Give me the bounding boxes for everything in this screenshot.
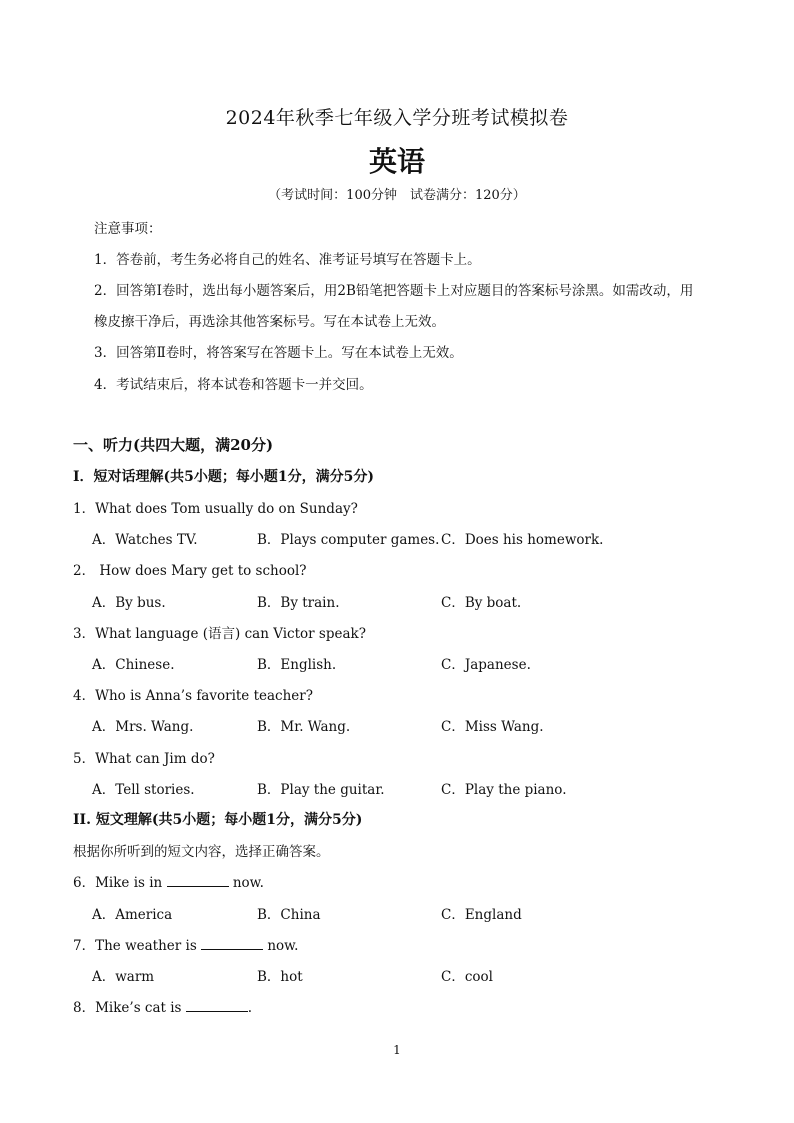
option-b: B．hot (257, 969, 303, 985)
answer-blank (167, 874, 229, 887)
subject-title: 英语 (368, 145, 425, 178)
option-c: C．cool (441, 969, 493, 985)
question-text: 1．What does Tom usually do on Sunday? (73, 501, 358, 517)
note-item: 3．回答第Ⅱ卷时，将答案写在答题卡上。写在本试卷上无效。 (94, 345, 463, 361)
option-c: C．Does his homework. (441, 532, 604, 548)
part-title: II. 短文理解(共5小题；每小题1分，满分5分) (73, 812, 363, 828)
question-suffix: . (247, 1000, 253, 1016)
section-title: 一、听力(共四大题，满20分) (73, 436, 274, 454)
question-prefix: 7．The weather is (73, 938, 202, 954)
option-c: C．Play the piano. (441, 782, 567, 798)
option-b: B．China (257, 907, 321, 923)
question-text (73, 996, 252, 1016)
option-a: A．Watches TV. (92, 532, 198, 548)
notes-title: 注意事项： (94, 221, 162, 237)
option-a: A．By bus. (92, 595, 166, 611)
question-text: 3．What language (语言) can Victor speak? (73, 626, 366, 642)
option-c: C．Miss Wang. (441, 719, 544, 735)
option-a: A．Chinese. (92, 657, 175, 673)
answer-blank (186, 999, 248, 1012)
question-text (73, 934, 298, 954)
question-suffix: now. (228, 875, 264, 891)
option-a: A．Mrs. Wang. (92, 719, 194, 735)
option-b: B．Play the guitar. (257, 782, 385, 798)
option-a: A．Tell stories. (92, 782, 195, 798)
question-text (73, 871, 264, 891)
answer-blank (201, 937, 263, 950)
option-b: B．Mr. Wang. (257, 719, 351, 735)
question-text: 2． How does Mary get to school? (73, 563, 307, 579)
option-b: B．Plays computer games. (257, 532, 440, 548)
note-item: 4．考试结束后，将本试卷和答题卡一并交回。 (94, 377, 373, 393)
question-prefix: 6．Mike is in (73, 875, 167, 891)
option-b: B．English. (257, 657, 337, 673)
option-c: C．By boat. (441, 595, 522, 611)
option-b: B．By train. (257, 595, 340, 611)
question-text: 5．What can Jim do? (73, 751, 215, 767)
exam-title: 2024年秋季七年级入学分班考试模拟卷 (225, 107, 569, 129)
option-c: C．Japanese. (441, 657, 531, 673)
question-suffix: now. (263, 938, 299, 954)
page-number: 1 (393, 1043, 401, 1057)
part-title: Ⅰ．短对话理解(共5小题；每小题1分，满分5分) (73, 469, 375, 485)
option-a: A．America (92, 907, 173, 923)
exam-meta: （考试时间：100分钟 试卷满分：120分） (268, 188, 526, 203)
note-item: 2．回答第Ⅰ卷时，选出每小题答案后，用2B铅笔把答题卡上对应题目的答案标号涂黑。如需改动，用 (94, 283, 694, 299)
part-instruction: 根据你所听到的短文内容，选择正确答案。 (73, 844, 330, 860)
question-prefix: 8．Mike’s cat is (73, 1000, 186, 1016)
note-item: 1．答卷前，考生务必将自己的姓名、准考证号填写在答题卡上。 (94, 252, 481, 268)
note-item-continued: 橡皮擦干净后，再选涂其他答案标号。写在本试卷上无效。 (94, 314, 445, 330)
option-a: A．warm (92, 969, 155, 985)
question-text: 4．Who is Anna’s favorite teacher? (73, 688, 313, 704)
option-c: C．England (441, 907, 522, 923)
